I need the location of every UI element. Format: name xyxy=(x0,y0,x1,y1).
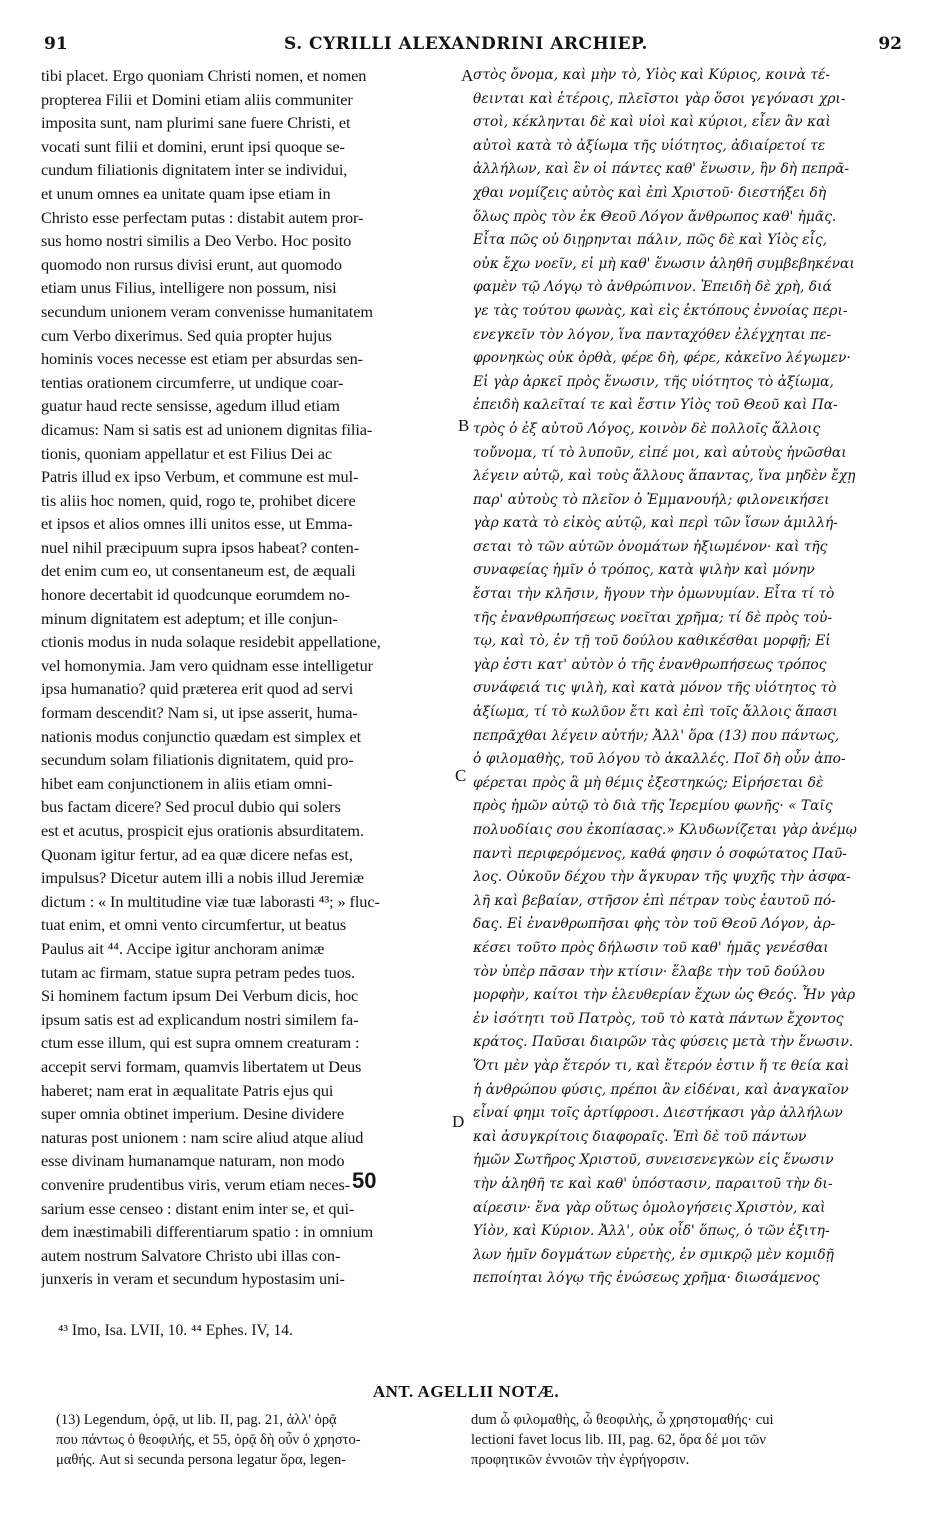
greek-text-line: κράτος. Παῦσαι διαιρῶν τὰς φύσεις μετὰ τὴν ἕνωσιν. xyxy=(473,1034,854,1051)
section-marker-a: A xyxy=(461,66,474,85)
latin-text-line: est et acutus, prospicit ejus orationis absurditatem. xyxy=(41,821,364,840)
greek-text-line: Εἶτα πῶς οὐ διῃρηνται πάλιν, πῶς δὲ καὶ Υἱὸς εἷς, xyxy=(473,232,828,249)
latin-text-line: naturas post unionem : nam scire aliud atque aliud xyxy=(41,1127,364,1147)
latin-text-line: ctionis modus in nuda solaque residebit appellatione, xyxy=(41,632,381,652)
greek-text-line: ὁ φιλομαθὴς, τοῦ λόγου τὸ ἀκαλλές. Ποῖ δὴ οὖν ἀπο- xyxy=(473,751,846,768)
greek-text-line: ἐπειδὴ καλεῖταί τε καὶ ἔστιν Υἱὸς τοῦ Θεοῦ καὶ Πα- xyxy=(473,397,838,414)
latin-text-line: Christo esse perfectam putas : distabit autem pror- xyxy=(41,207,364,227)
greek-text-line: τῳ, καὶ τὸ, ἐν τῇ τοῦ δούλου καθικέσθαι μορφῇ; Εἰ xyxy=(473,633,831,650)
latin-text-line: hibet eam conjunctionem in aliis etiam omni- xyxy=(41,773,333,793)
greek-text-line: τρὸς ὁ ἐξ αὐτοῦ Λόγος, κοινὸν δὲ πολλοῖς ἄλλοις xyxy=(473,420,821,437)
greek-text-line: πρὸς ἡμῶν αὐτῷ τὸ διὰ τῆς Ἱερεμίου φωνῆς· « Ταῖς xyxy=(473,798,833,815)
greek-text-line: στὸς ὄνομα, καὶ μὴν τὸ, Υἱὸς καὶ Κύριος, κοινὰ τέ- xyxy=(473,67,831,83)
running-title: S. CYRILLI ALEXANDRINI ARCHIEP. xyxy=(284,34,648,54)
greek-text-line: τοὔνομα, τί τὸ λυποῦν, εἰπέ μοι, καὶ αὐτοὺς ἡνῶσθαι xyxy=(473,444,847,461)
latin-text-line: et unum omnes ea unitate quam ipse etiam in xyxy=(41,183,331,203)
latin-text-line: tentias orationem circumferre, ut undique coar- xyxy=(41,372,344,392)
latin-text-line: junxeris in veram et secundum hypostasim uni- xyxy=(41,1269,345,1289)
note-text-line: lectioni favet locus lib. III, pag. 62, ὅρα δέ μοι τῶν xyxy=(471,1432,766,1448)
latin-text-line: ctum esse illum, qui est supra omnem creaturam : xyxy=(41,1033,360,1053)
latin-text-line: dicamus: Nam si satis est ad unionem dignitas filia- xyxy=(41,419,373,439)
latin-text-line: tionis, quoniam appellatur et est Filius Dei ac xyxy=(41,443,333,463)
section-marker-d: D xyxy=(452,1112,465,1131)
greek-text-line: λῆ καὶ βεβαίαν, στῆσον ἐπὶ πέτραν τοὺς ἑαυτοῦ πό- xyxy=(473,892,836,909)
latin-text-line: guatur haud recte sensisse, agedum illud etiam xyxy=(41,396,340,416)
latin-text-line: nuel nihil præcipuum supra ipsos habeat? conten- xyxy=(41,537,360,557)
latin-text-line: autem nostrum Salvatore Christo ubi illas con- xyxy=(41,1245,341,1265)
greek-text-line: δας. Εἰ ἐνανθρωπῆσαι φὴς τὸν τοῦ Θεοῦ Λόγον, ἀρ- xyxy=(473,916,836,933)
latin-text-line: dictum : « In multitudine viæ tuæ laborasti ⁴³; » fluc- xyxy=(41,891,380,911)
note-text-line: μαθής. Aut si secunda persona legatur ὅρα, legen- xyxy=(56,1452,347,1468)
latin-text-line: tibi placet. Ergo quoniam Christi nomen, et nomen xyxy=(41,66,367,85)
latin-text-line: Quonam igitur fertur, ad ea quæ dicere nefas est, xyxy=(41,844,353,864)
latin-text-line: nationis modus conjunctio quædam est simplex et xyxy=(41,726,361,746)
latin-text-line: vel homonymia. Jam vero quidnam esse intelligetur xyxy=(41,655,373,675)
greek-column xyxy=(473,64,905,1291)
latin-text-line: hominis voces necesse est etiam per absurdas sen- xyxy=(41,349,363,369)
greek-text-line: αὐτοὶ κατὰ τὸ ἀξίωμα τῆς υἱότητος, ἀδιαίρετοί τε xyxy=(473,137,826,154)
latin-text-line: ipsum satis est ad explicandum nostri similem fa- xyxy=(41,1009,359,1029)
greek-text-line: μορφὴν, καίτοι τὴν ἐλευθερίαν ἔχων ὡς Θεός. Ἦν γὰρ xyxy=(473,987,856,1004)
latin-text-line: sarium esse censeo : distant enim inter se, et qui- xyxy=(41,1198,355,1218)
greek-text-line: ἡ ἀνθρώπου φύσις, πρέποι ἂν εἰδέναι, καὶ ἀναγκαῖον xyxy=(473,1081,849,1098)
greek-text-line: ἀξίωμα, τί τὸ κωλῦον ἔτι καὶ ἐπὶ τοῖς ἄλλοις ἅπασι xyxy=(473,704,838,721)
latin-text-line: honore decertabit id quodcunque eorumdem no- xyxy=(41,585,350,605)
latin-text-line: quomodo non rursus divisi erunt, aut quomodo xyxy=(41,254,342,274)
greek-text-line: λων ἡμῖν δογμάτων εὑρετὴς, ἐν σμικρῷ μὲν κομιδῇ xyxy=(473,1246,834,1263)
latin-text-line: formam descendit? Nam si, ut ipse asserit, huma- xyxy=(41,703,358,723)
latin-text-line: imposita sunt, nam plurimi sane fuere Christi, et xyxy=(41,113,351,133)
latin-text-line: etiam unus Filius, intelligere non possum, nisi xyxy=(41,278,337,298)
notes-heading: ANT. AGELLII NOTÆ. xyxy=(372,1382,560,1401)
greek-text-line: οὐκ ἔχω νοεῖν, εἰ μὴ καθ' ἕνωσιν ἀληθῆ συμβεβηκέναι xyxy=(473,255,855,272)
column-number-50: 50 xyxy=(352,1168,377,1193)
latin-text-line: sus homo nostri similis a Deo Verbo. Hoc posito xyxy=(41,231,352,251)
latin-text-line: secundum unionem veram convenisse humanitatem xyxy=(41,301,373,321)
greek-text-line: Ὅτι μὲν γὰρ ἕτερόν τι, καὶ ἕτερόν ἐστιν ἥ τε θεία καὶ xyxy=(473,1057,850,1074)
note-text-line: που πάντως ὁ θεοφιλής, et 55, ὁρᾷ δὴ οὖν ὁ χρηστο- xyxy=(56,1432,361,1448)
latin-text-line: cum Verbo dixerimus. Sed quia propter hujus xyxy=(41,325,332,345)
page-header xyxy=(0,34,932,58)
latin-text-line: ipsa humanatio? quid præterea erit quod ad servi xyxy=(41,679,354,699)
latin-text-line: propterea Filii et Domini etiam aliis communiter xyxy=(41,89,353,109)
latin-text-line: accepit servi formam, quamvis libertatem ut Deus xyxy=(41,1056,362,1076)
latin-text-line: impulsus? Dicetur autem illi a nobis illud Jeremiæ xyxy=(41,868,364,888)
latin-text-line: esse divinam humanamque naturam, non modo xyxy=(41,1151,345,1171)
note-text-line: προφητικῶν ἐννοιῶν τὴν ἐγρήγορσιν. xyxy=(471,1452,690,1468)
greek-text-line: ἡμῶν Σωτῆρος Χριστοῦ, συνεισενεγκὼν εἰς ἕνωσιν xyxy=(473,1152,834,1169)
section-marker-b: B xyxy=(458,416,470,435)
greek-text-line: Υἱὸν, καὶ Κύριον. Ἀλλ', οὐκ οἶδ' ὅπως, ὁ τῶν ἐξιτη- xyxy=(473,1223,830,1240)
latin-text-line: convenire prudentibus viris, verum etiam neces- xyxy=(41,1174,351,1194)
greek-text-line: γὰρ κατὰ τὸ εἰκὸς αὐτῷ, καὶ περὶ τῶν ἴσων ἁμιλλή- xyxy=(473,515,838,532)
greek-text-line: ὅλως πρὸς τὸν ἐκ Θεοῦ Λόγον ἄνθρωπος καθ' ἡμᾶς. xyxy=(473,208,837,225)
greek-text-line: σεται τὸ τῶν αὐτῶν ὀνομάτων ἠξιωμένον· καὶ τῆς xyxy=(473,538,828,555)
latin-text-line: Patris illud ex ipso Verbum, et commune est mul- xyxy=(41,467,359,487)
latin-text-line: et ipsos et alios omnes illi unitos esse, ut Emma- xyxy=(41,514,353,534)
greek-text-line: τὸν ὑπὲρ πᾶσαν τὴν κτίσιν· ἔλαβε τὴν τοῦ δούλου xyxy=(473,963,825,980)
greek-text-line: κέσει τοῦτο πρὸς δήλωσιν τοῦ καθ' ἡμᾶς γενέσθαι xyxy=(473,939,829,956)
greek-text-line: καὶ ἀσυγκρίτοις διαφοραῖς. Ἐπὶ δὲ τοῦ πάντων xyxy=(473,1128,807,1145)
greek-text-line: λος. Οὐκοῦν δέχου τὴν ἄγκυραν τῆς ψυχῆς τὴν ἀσφα- xyxy=(473,869,851,886)
footnotes: ⁴³ Imo, Isa. LVII, 10. ⁴⁴ Ephes. IV, 14. xyxy=(58,1322,293,1339)
latin-text-line: super omnia obtinet imperium. Desine dividere xyxy=(41,1104,344,1124)
note-column-right xyxy=(471,1410,896,1470)
greek-text-line: λέγειν αὐτῷ, καὶ τοὺς ἄλλους ἅπαντας, ἵνα μηδὲν ἔχῃ xyxy=(473,468,856,485)
greek-text-line: ἐν ἰσότητι τοῦ Πατρὸς, τοῦ τὸ κατὰ πάντων ἔχοντος xyxy=(473,1010,844,1027)
greek-text-line: φαμὲν τῷ Λόγῳ τὸ ἀνθρώπινον. Ἐπειδὴ δὲ χρὴ, διά xyxy=(473,279,832,296)
latin-text-line: cundum filiationis dignitatem inter se individui, xyxy=(41,160,348,180)
greek-text-line: ἔσται τὴν κλῆσιν, ἤγουν τὴν ὁμωνυμίαν. Εἶτα τί τὸ xyxy=(473,586,835,603)
note-text-line: dum ὦ φιλομαθὴς, ὦ θεοφιλὴς, ὦ χρηστομαθής· cui xyxy=(471,1412,774,1428)
greek-text-line: πεποίηται λόγῳ τῆς ἑνώσεως χρῆμα· διωσάμενος xyxy=(473,1270,820,1287)
latin-text-line: tutam ac firmam, statue supra petram pedes tuos. xyxy=(41,962,355,982)
latin-text-line: tuat enim, et omni vento circumfertur, ut beatus xyxy=(41,915,347,935)
greek-text-line: γὰρ ἐστι κατ' αὐτὸν ὁ τῆς ἐνανθρωπήσεως τρόπος xyxy=(473,656,827,673)
greek-text-line: τῆς ἐνανθρωπήσεως νοεῖται χρῆμα; τί δὲ πρὸς τοὐ- xyxy=(473,609,833,626)
latin-text-line: secundum solam filiationis dignitatem, quid pro- xyxy=(41,750,354,770)
page-number-right: 92 xyxy=(878,34,902,54)
latin-text-line: dem inæstimabili differentiarum spatio : in omnium xyxy=(41,1222,374,1242)
greek-text-line: αίρεσιν· ἕνα γὰρ οὕτως ὁμολογήσεις Χριστὸν, καὶ xyxy=(473,1199,826,1216)
latin-text-line: vocati sunt filii et domini, erunt ipsi quoque se- xyxy=(41,136,345,156)
latin-text-line: tis aliis hoc nomen, quid, rogo te, prohibet dicere xyxy=(41,490,356,510)
latin-column xyxy=(41,64,459,1291)
greek-text-line: συναφείας ἡμῖν ὁ τρόπος, κατὰ ψιλὴν καὶ μόνην xyxy=(473,562,815,579)
greek-text-line: τὴν ἀληθῆ τε καὶ καθ' ὑπόστασιν, παραιτοῦ τὴν δι- xyxy=(473,1175,833,1192)
greek-text-line: συνάφειά τις ψιλὴ, καὶ κατὰ μόνον τῆς υἱότητος τὸ xyxy=(473,680,837,697)
greek-text-line: φρονηκὼς οὐκ ὀρθὰ, φέρε δὴ, φέρε, κἀκεῖνο λέγωμεν· xyxy=(473,350,851,367)
latin-text-line: haberet; nam erat in æqualitate Patris ejus qui xyxy=(41,1080,334,1100)
greek-text-line: ενεγκεῖν τὸν λόγον, ἵνα πανταχόθεν ἐλέγχηται πε- xyxy=(473,326,832,343)
latin-text-line: det enim cum eo, ut consentaneum est, de æquali xyxy=(41,561,356,581)
latin-text-line: minum dignitatem est adeptum; et ille conjun- xyxy=(41,608,338,628)
greek-text-line: Εἰ γὰρ ἀρκεῖ πρὸς ἕνωσιν, τῆς υἱότητος τὸ ἀξίωμα, xyxy=(473,373,834,390)
greek-text-line: γε τὰς τούτου φωνὰς, καὶ εἰς ἐκτόπους ἐννοίας περι- xyxy=(473,302,848,319)
greek-text-line: πεπρᾶχθαι λέγειν αὐτήν; Ἀλλ' ὅρα (13) που πάντως, xyxy=(473,727,840,744)
greek-text-line: παρ' αὐτοὺς τὸ πλεῖον ὁ Ἐμμανουήλ; φιλονεικήσει xyxy=(473,491,830,508)
latin-text-line: Paulus ait ⁴⁴. Accipe igitur anchoram animæ xyxy=(41,938,325,958)
latin-text-line: Si hominem factum ipsum Dei Verbum dicis, hoc xyxy=(41,986,359,1006)
greek-text-line: παντὶ περιφερόμενος, καθά φησιν ὁ σοφώτατος Παῦ- xyxy=(473,845,847,862)
note-text-line: (13) Legendum, ὁρᾷ, ut lib. II, pag. 21, ἀλλ' ὁρᾷ xyxy=(56,1412,337,1428)
greek-text-line: χθαι νομίζεις αὐτὸς καὶ ἐπὶ Χριστοῦ· διεστήξει δὴ xyxy=(473,184,827,201)
greek-text-line: στοὶ, κέκληνται δὲ καὶ υἱοὶ καὶ κύριοι, εἶεν ἂν καὶ xyxy=(473,114,831,131)
greek-text-line: φέρεται πρὸς ἃ μὴ θέμις ἐξεστηκώς; Εἰρήσεται δὲ xyxy=(473,774,824,791)
greek-text-line: ἀλλήλων, καὶ ἓν οἱ πάντες καθ' ἕνωσιν, ἣν δὴ πεπρᾶ- xyxy=(473,161,850,178)
latin-text-line: bus factam dicere? Sed procul dubio qui solers xyxy=(41,797,341,817)
greek-text-line: πολυοδίαις σου ἐκοπίασας.» Κλυδωνίζεται γὰρ ἀνέμῳ xyxy=(473,822,857,838)
page-number-left: 91 xyxy=(44,34,68,54)
greek-text-line: θεινται καὶ ἑτέροις, πλεῖστοι γὰρ ὅσοι γεγόνασι χρι- xyxy=(473,90,846,107)
note-column-left xyxy=(56,1410,446,1470)
greek-text-line: εἶναί φημι τοῖς ἀρτίφροσι. Διεστήκασι γὰρ ἀλλήλων xyxy=(473,1105,843,1122)
section-marker-c: C xyxy=(455,766,467,785)
